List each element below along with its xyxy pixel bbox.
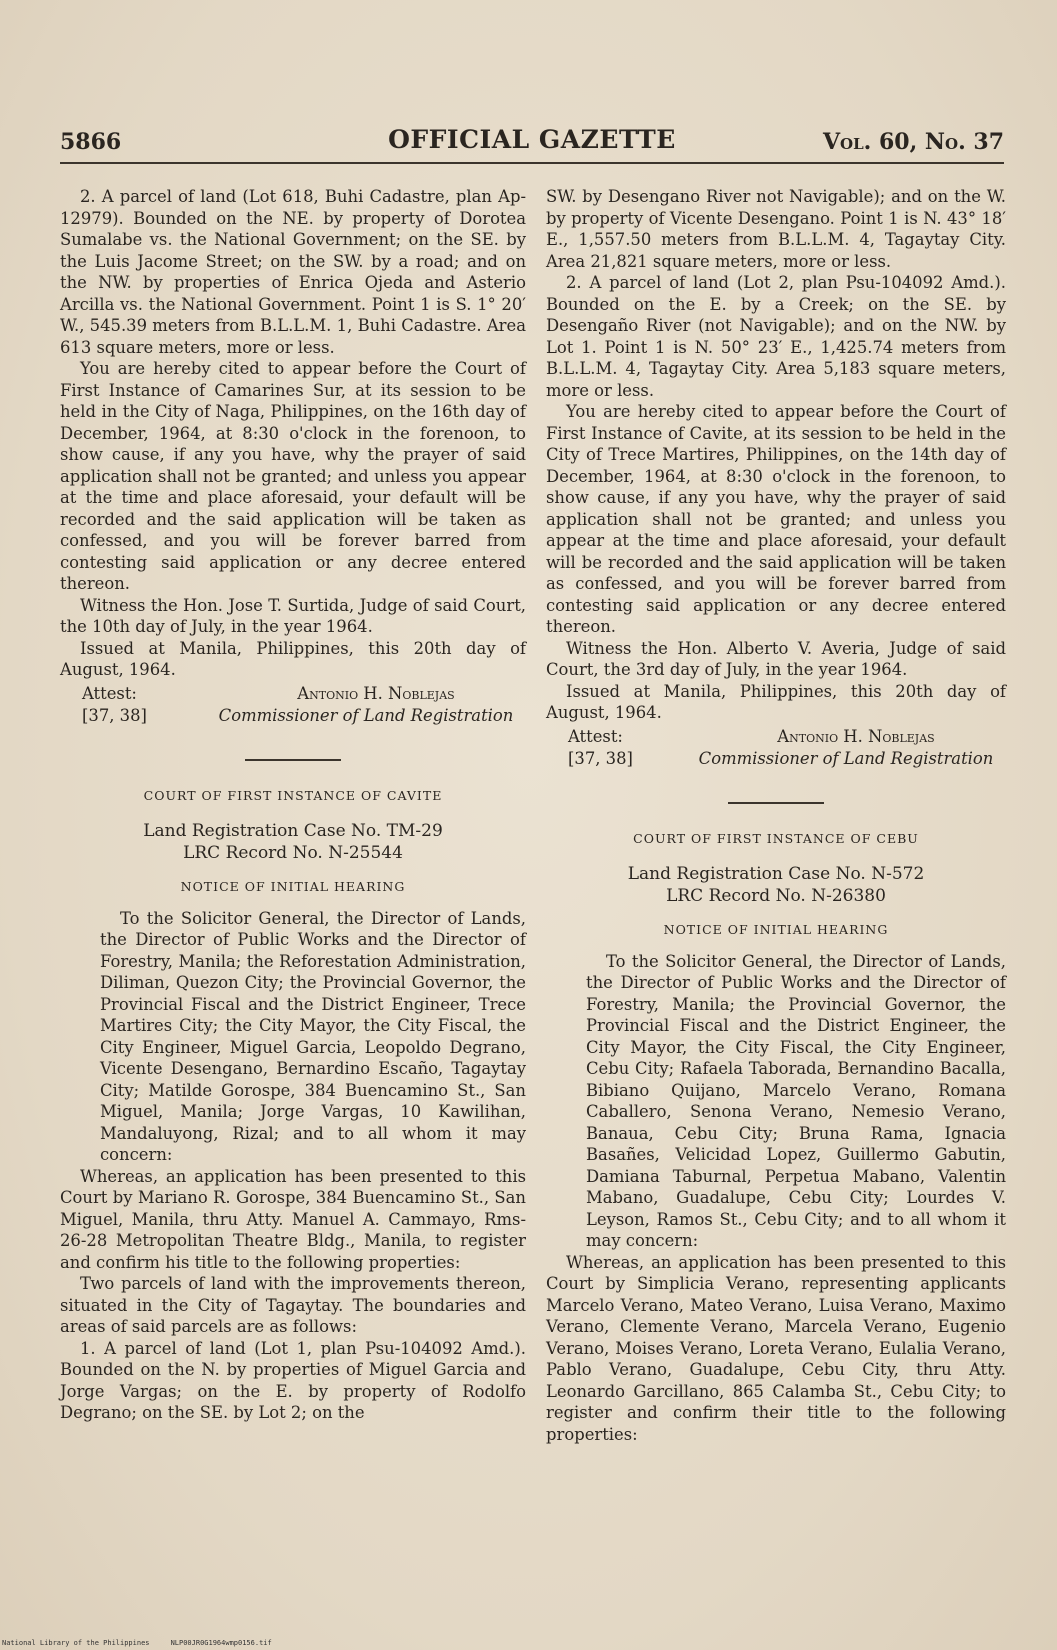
parcels-intro: Two parcels of land with the improvements thereon, situated in the City of Tagaytay. The boundaries and areas of said parcels are as follows: (60, 1274, 526, 1336)
page-number: 5866 (60, 129, 122, 155)
addressees-paragraph: To the Solicitor General, the Director of Lands, the Director of Public Works and the Director of Forestry, Manila; the Reforestation Administration, Diliman, Quezon City; the Provincial Governor, the Provincial Fiscal and the District Engineer, Trece Martires City; the City Mayor, the City Fiscal, the City Engineer, Miguel Garcia, Leopoldo Degrano, Vicente Desengano, Bernardino Escaño, Tagaytay City; Matilde Gorospe, 384 Buencamino St., San Miguel, Manila; Jorge Vargas, 10 Kawilihan, Mandaluyong, Rizal; and to all whom it may concern: (100, 908, 526, 1164)
whereas-paragraph: Whereas, an application has been presented to this Court by Simplicia Verano, representing applicants Marcelo Verano, Mateo Verano, Luisa Verano, Maximo Verano, Clemente Verano, Marcela Verano, Eugenio Verano, Moises Verano, Loreta Verano, Eulalia Verano, Pablo Verano, Guadalupe, Cebu City, thru Atty. Leonardo Garcillano, 865 Calamba St., Cebu City; to register and confirm their title to the following properties: (546, 1252, 1006, 1444)
left-column (60, 186, 526, 1424)
lrc-record-number: LRC Record No. N-26380 (666, 886, 886, 906)
attest-label: Attest: (82, 683, 137, 703)
citation-paragraph: You are hereby cited to appear before the Court of First Instance of Cavite, at its session to be held in the City of Trece Martires, Philippines, on the 14th day of December, 1964, at 8:30 o'clock in the forenoon, to show cause, if any you have, why the prayer of said application shall not be granted; and unless you appear at the time and place aforesaid, your default will be recorded and the said application will be taken as confessed, and you will be forever barred from contesting said application or any decree entered thereon. (546, 402, 1006, 636)
citation-paragraph: You are hereby cited to appear before the Court of First Instance of Camarines Sur, at its session to be held in the City of Naga, Philippines, on the 16th day of December, 1964, at 8:30 o'clock in the forenoon, to show cause, if any you have, why the prayer of said application shall not be granted; and unless you appear at the time and place aforesaid, your default will be recorded and the said application will be taken as confessed, and you will be forever barred from contesting said application or any decree entered thereon. (60, 359, 526, 593)
court-heading: COURT OF FIRST INSTANCE OF CEBU (633, 830, 919, 846)
parcel-2-description: 2. A parcel of land (Lot 2, plan Psu-104092 Amd.). Bounded on the E. by a Creek; on the SE. by Desengaño River (not Navigable); and on the NW. by Lot 1. Point 1 is N. 50° 23′ E., 1,425.74 meters from B.L.L.M. 4, Tagaytay City. Area 5,183 square meters, more or less. (546, 273, 1006, 400)
volume-number: Vol. 60, No. 37 (822, 129, 1004, 155)
attestation-block (546, 726, 1006, 772)
attest-reference: [37, 38] (82, 705, 147, 725)
lrc-record-number: LRC Record No. N-25544 (183, 843, 403, 863)
witness-paragraph: Witness the Hon. Alberto V. Averia, Judge of said Court, the 3rd day of July, in the year 1964. (546, 638, 1006, 679)
section-divider (728, 802, 824, 804)
parcel-1-description: 1. A parcel of land (Lot 1, plan Psu-104092 Amd.). Bounded on the N. by properties of Miguel Garcia and Jorge Vargas; on the E. by property of Rodolfo Degrano; on the SE. by Lot 2; on the (60, 1338, 526, 1422)
header-rule (60, 162, 1004, 164)
case-number: Land Registration Case No. TM-29 (143, 821, 443, 841)
publication-title: OFFICIAL GAZETTE (388, 125, 676, 154)
page-header (60, 125, 1004, 161)
attest-title: Commissioner of Land Registration (218, 705, 514, 725)
issued-paragraph: Issued at Manila, Philippines, this 20th day of August, 1964. (546, 681, 1006, 722)
notice-heading: NOTICE OF INITIAL HEARING (180, 879, 406, 894)
whereas-paragraph: Whereas, an application has been presented to this Court by Mariano R. Gorospe, 384 Buencamino St., San Miguel, Manila, thru Atty. Manuel A. Cammayo, Rms-26-28 Metropolitan Theatre Bldg., Manila, to register and confirm his title to the following properties: (60, 1166, 526, 1272)
parcel-1-continuation: SW. by Desengano River not Navigable); and on the W. by property of Vicente Desengano. Point 1 is N. 43° 18′ E., 1,557.50 meters from B.L.L.M. 4, Tagaytay City. Area 21,821 square meters, more or less. (546, 187, 1006, 271)
addressees-paragraph: To the Solicitor General, the Director of Lands, the Director of Public Works and the Director of Forestry, Manila; the Provincial Governor, the Provincial Fiscal and the District Engineer, the City Mayor, the City Fiscal, the City Engineer, Cebu City; Rafaela Taborada, Bernandino Bacalla, Bibiano Quijano, Marcelo Verano, Romana Caballero, Senona Verano, Nemesio Verano, Banaua, Cebu City; Bruna Rama, Ignacia Basañes, Velicidad Lopez, Guillermo Gabutin, Damiana Taburnal, Perpetua Mabano, Valentin Mabano, Guadalupe, Cebu City; Lourdes V. Leyson, Ramos St., Cebu City; and to all whom it may concern: (586, 951, 1006, 1250)
court-heading: COURT OF FIRST INSTANCE OF CAVITE (143, 787, 443, 803)
case-number: Land Registration Case No. N-572 (627, 864, 925, 884)
scan-footer: National Library of the Philippines NLP00JR0G1964wmp0156.tif (2, 1639, 272, 1647)
notice-heading: NOTICE OF INITIAL HEARING (663, 922, 889, 937)
attest-signatory: Antonio H. Noblejas (297, 683, 455, 703)
attest-title: Commissioner of Land Registration (698, 748, 994, 768)
attest-reference: [37, 38] (568, 748, 633, 768)
witness-paragraph: Witness the Hon. Jose T. Surtida, Judge of said Court, the 10th day of July, in the year 1964. (60, 595, 526, 636)
parcel-2-description: 2. A parcel of land (Lot 618, Buhi Cadastre, plan Ap-12979). Bounded on the NE. by property of Dorotea Sumalabe vs. the National Government; on the SE. by the Luis Jacome Street; on the SW. by a road; and on the NW. by properties of Enrica Ojeda and Asterio Arcilla vs. the National Government. Point 1 is S. 1° 20′ W., 545.39 meters from B.L.L.M. 1, Buhi Cadastre. Area 613 square meters, more or less. (60, 187, 526, 357)
attest-signatory: Antonio H. Noblejas (777, 726, 935, 746)
section-divider (245, 759, 341, 761)
right-column (546, 186, 1006, 1445)
attestation-block (60, 683, 526, 729)
attest-label: Attest: (568, 726, 623, 746)
issued-paragraph: Issued at Manila, Philippines, this 20th day of August, 1964. (60, 638, 526, 679)
